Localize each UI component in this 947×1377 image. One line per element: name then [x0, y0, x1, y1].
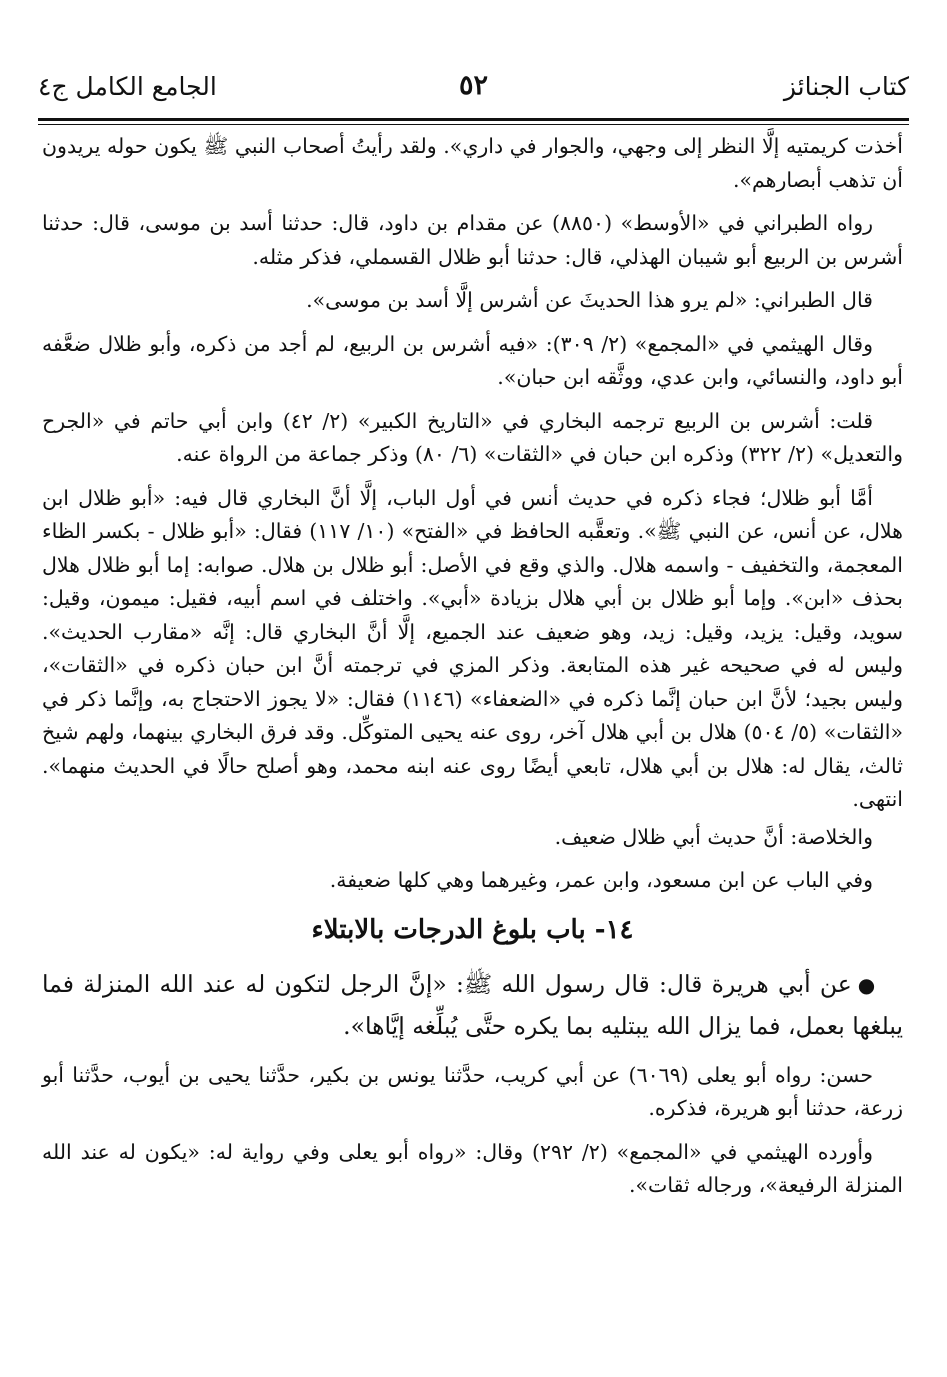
paragraph-other-narrations: وفي الباب عن ابن مسعود، وابن عمر، وغيرهما وهي كلها ضعيفة. [329, 868, 873, 892]
header-rule-thick [38, 118, 909, 121]
note-haythami: وأورده الهيثمي في «المجمع» (٢/ ٢٩٢) وقال: «رواه أبو يعلى وفي رواية له: «يكون له عند الله المنزلة الرفيعة»، ورجاله ثقات». [42, 1139, 903, 1197]
page-body [42, 130, 903, 1213]
paragraph-abu-zilal: أمَّا أبو ظلال؛ فجاء ذكره في حديث أنس في أول الباب، إلَّا أنَّ البخاري قال فيه: «أبو ظلال ابن هلال، عن أنس، عن النبي ﷺ». وتعقَّبه الحافظ في «الفتح» (١٠/ ١١٧) فقال: «أبو ظلال - بكسر الظاء المعجمة، والتخفيف - واسمه هلال. والذي وقع في الأصل: أبو ظلال بن هلال. صوابه: إما أبو ظلال هلال بحذف «ابن». وإما أبو ظلال بن أبي هلال بزيادة «أبي». واختلف في اسم أبيه، فقيل: ميمون، وقيل: سويد، وقيل: يزيد، وقيل: زيد، وهو ضعيف عند الجميع، إلَّا أنَّ البخاري قال: إنَّه «مقارب الحديث». وليس له في صحيحه غير هذه المتابعة. وذكر المزي في ترجمته أنَّ ابن حبان ذكره في «الثقات»، وليس بجيد؛ لأنَّ ابن حبان إنَّما ذكره في «الضعفاء» (١١٤٦) فقال: «لا يجوز الاحتجاج به، وإنَّما ذكر في «الثقات» (٥/ ٥٠٤) هلال بن أبي هلال آخر، روى عنه يحيى المتوكِّل. وقد فرق البخاري بينهما، ولهم شيخ ثالث، يقال له: هلال بن أبي هلال، تابعي أيضًا روى عنه ابنه محمد، وهو أصلح حالًا في الحديث منهما». انتهى. [42, 485, 904, 811]
chapter-heading: ١٤- باب بلوغ الدرجات بالابتلاء [311, 914, 634, 945]
paragraph-tabarani-quote: قال الطبراني: «لم يرو هذا الحديثَ عن أشرس إلَّا أسد بن موسى». [306, 288, 873, 312]
hadith-text [42, 964, 903, 1047]
paragraph-takhrij: رواه الطبراني في «الأوسط» (٨٨٥٠) عن مقدام بن داود، قال: حدثنا أسد بن موسى، قال: حدثنا أشرس بن الربيع أبو شيبان الهذلي، قال: حدثنا أبو ظلال القسملي، فذكر مثله. [42, 211, 903, 269]
paragraph-summary: والخلاصة: أنَّ حديث أبي ظلال ضعيف. [554, 824, 873, 849]
paragraph-ashras-note: قلت: أشرس بن الربيع ترجمه البخاري في «التاريخ الكبير» (٢/ ٤٢) وابن أبي حاتم في «الجرح والتعديل» (٢/ ٣٢٢) وذكره ابن حبان في «الثقات» (٦/ ٨٠) وذكر جماعة من الرواة عنه. [42, 408, 903, 466]
paragraph-haythami: وقال الهيثمي في «المجمع» (٢/ ٣٠٩): «فيه أشرس بن الربيع، لم أجد من ذكره، وأبو ظلال ضعَّفه أبو داود، والنسائي، وابن عدي، ووثَّقه ابن حبان». [42, 331, 903, 389]
note-grading: حسن: رواه أبو يعلى (٦٠٦٩) عن أبي كريب، حدَّثنا يونس بن بكير، حدَّثنا يحيى بن أيوب، حدَّثنا أبو زرعة، حدثنا أبو هريرة، فذكره. [42, 1062, 903, 1120]
volume-title: الجامع الكامل ج٤ [38, 72, 217, 101]
paragraph-continuation: أخذت كريمتيه إلَّا النظر إلى وجهي، والجوار في داري». ولقد رأيتُ أصحاب النبي ﷺ يكون حوله يريدون أن تذهب أبصارهم». [42, 134, 903, 192]
hadith-body: عن أبي هريرة قال: قال رسول الله ﷺ: «إنَّ الرجل لتكون له عند الله المنزلة فما يبلغها بعمل، فما يزال الله يبتليه بما يكره حتَّى يُبلِّغه إيَّاها». [42, 969, 903, 1040]
page-number: ٥٢ [458, 70, 488, 101]
book-title: كتاب الجنائز [783, 72, 909, 101]
page-header [38, 62, 909, 118]
bullet-icon: ● [857, 972, 877, 997]
header-rule-thin [38, 124, 909, 125]
